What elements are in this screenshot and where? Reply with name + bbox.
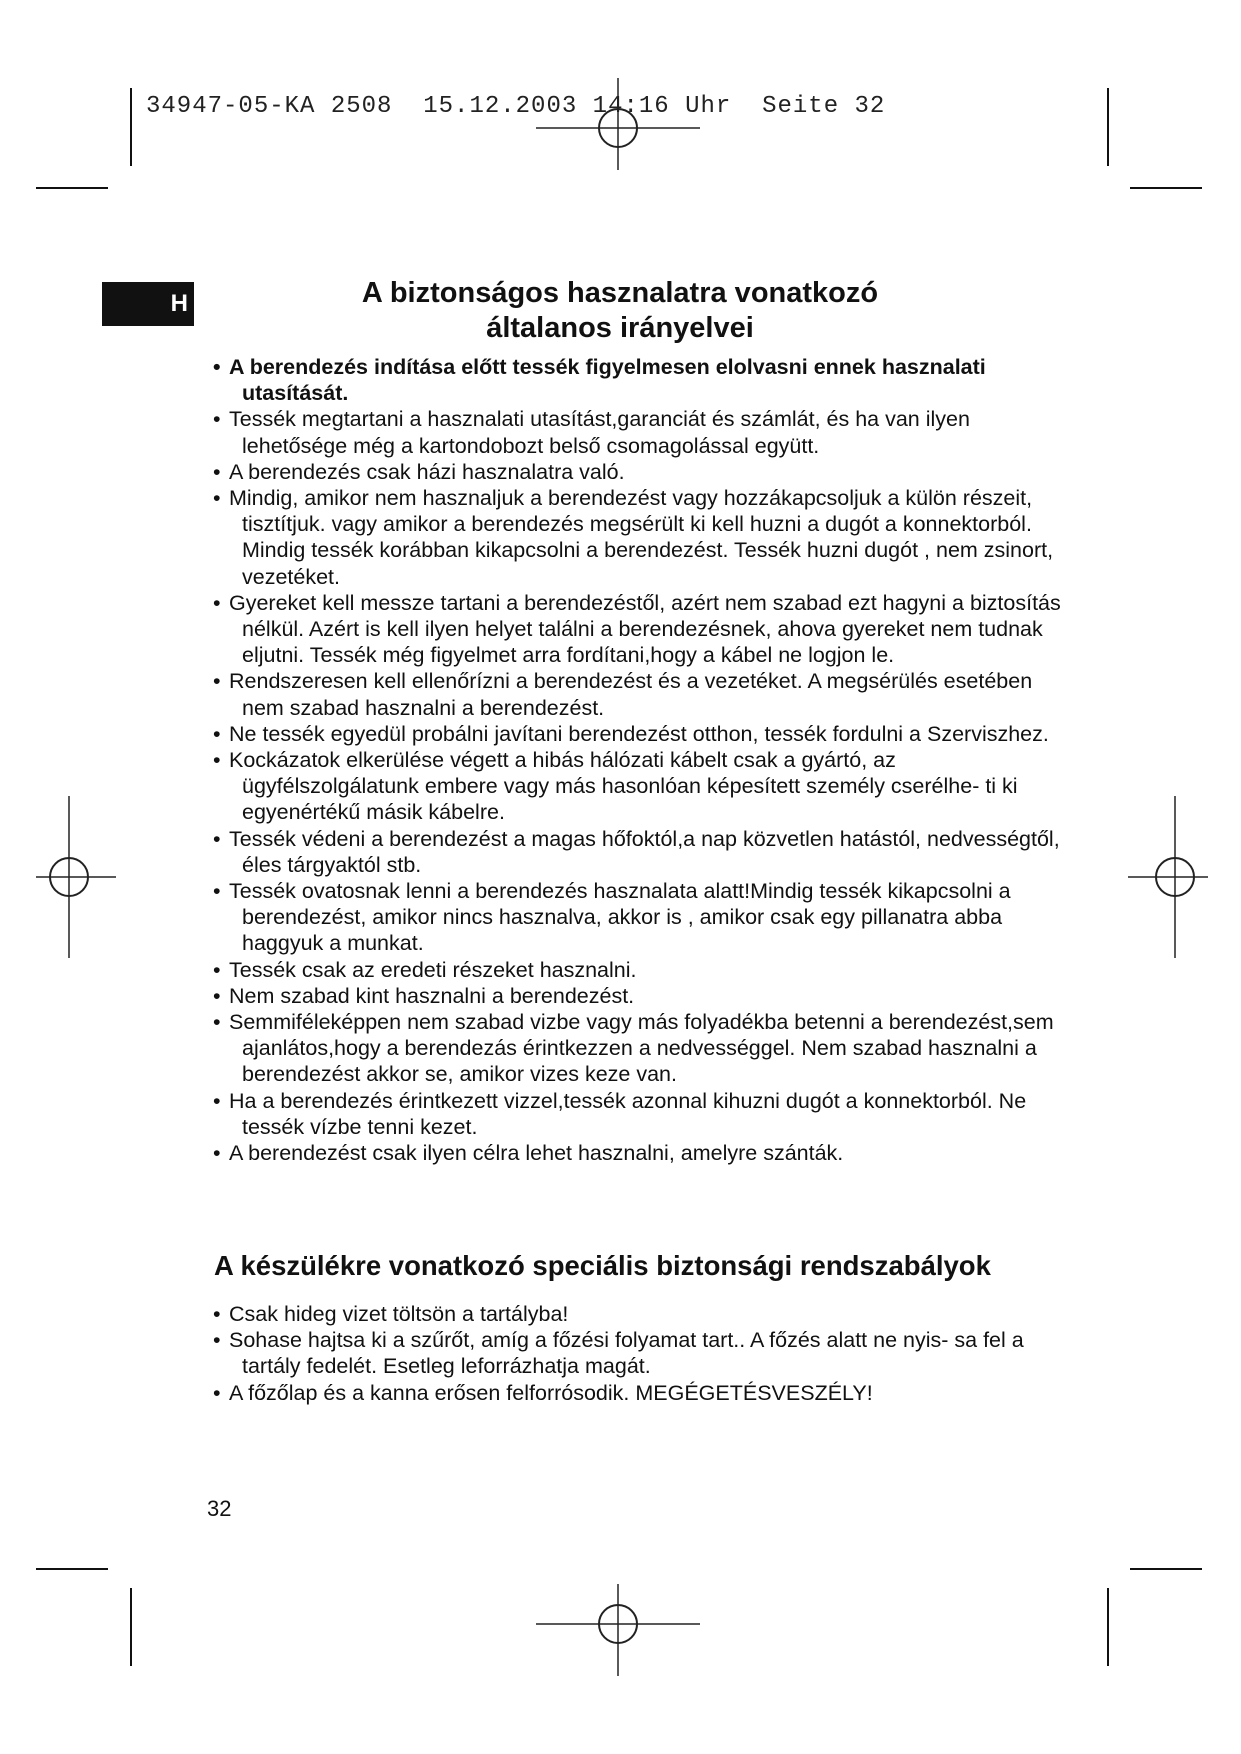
registration-mark-right	[1128, 796, 1208, 958]
list-item: • Nem szabad kint hasznalni a berendezést.	[206, 983, 1066, 1009]
page-title-line-1: A biztonságos hasznalatra vonatkozó	[361, 277, 879, 309]
registration-mark-bottom	[536, 1584, 700, 1676]
crop-mark-bottom-left-vertical	[130, 1588, 132, 1666]
list-item: • Sohase hajtsa ki a szűrőt, amíg a főzési folyamat tart.. A főzés alatt ne nyis- sa fel a tartály fedelét. Esetleg leforrázhatja magát.	[206, 1327, 1066, 1379]
crop-mark-bottom-right-horizontal	[1130, 1568, 1202, 1570]
registration-mark-left	[36, 796, 116, 958]
list-item: • Mindig, amikor nem hasznaljuk a berendezést vagy hozzákapcsoljuk a külön részeit, tisztítjuk. vagy amikor a berendezés megsérült ki kell huzni a dugót a konnektorból. Mindig tessék korábban kikapcsolni a berendezést. Tessék huzni dugót , nem zsinort, vezetéket.	[206, 485, 1066, 590]
general-safety-list	[206, 354, 1066, 1166]
list-item: • Rendszeresen kell ellenőrízni a berendezést és a vezetéket. A megsérülés esetében nem szabad hasznalni a berendezést.	[206, 668, 1066, 720]
list-item: • Tessék megtartani a hasznalati utasítást,garanciát és számlát, és ha van ilyen lehetősége még a kartondobozt belső csomagolással együtt.	[206, 406, 1066, 458]
page-number: 32	[207, 1496, 232, 1521]
list-item: • Tessék csak az eredeti részeket hasznalni.	[206, 957, 1066, 983]
list-item: • Csak hideg vizet töltsön a tartályba!	[206, 1301, 1066, 1327]
list-item: • Kockázatok elkerülése végett a hibás hálózati kábelt csak a gyártó, az ügyfélszolgálatunk embere vagy más hasonlóan képesített személy cserélhe- ti ki egyenértékű másik kábelre.	[206, 747, 1066, 826]
crop-mark-top-right-vertical	[1107, 88, 1109, 166]
list-item: • Gyereket kell messze tartani a berendezéstől, azért nem szabad ezt hagyni a biztosítás nélkül. Azért is kell ilyen helyet találni a berendezésnek, ahova gyereket nem tudnak eljutni. Tessék még figyelmet arra fordítani,hogy a kábel ne logjon le.	[206, 590, 1066, 669]
list-item: • A berendezés csak házi hasznalatra való.	[206, 459, 1066, 485]
print-header: 34947-05-KA 2508 15.12.2003 14:16 Uhr Seite 32	[146, 93, 886, 120]
language-tab: H	[102, 282, 194, 326]
registration-mark-top	[536, 78, 700, 170]
special-safety-list	[206, 1301, 1066, 1406]
list-item: • A főzőlap és a kanna erősen felforrósodik. MEGÉGETÉSVESZÉLY!	[206, 1380, 1066, 1406]
list-item: • A berendezést csak ilyen célra lehet hasznalni, amelyre szánták.	[206, 1140, 1066, 1166]
page-title-line-2: általanos irányelvei	[486, 312, 754, 344]
crop-mark-bottom-right-vertical	[1107, 1588, 1109, 1666]
list-item: • Ha a berendezés érintkezett vizzel,tessék azonnal kihuzni dugót a konnektorból. Ne tessék vízbe tenni kezet.	[206, 1088, 1066, 1140]
list-item: • Ne tessék egyedül probálni javítani berendezést otthon, tessék fordulni a Szerviszhez.	[206, 721, 1066, 747]
list-item: • Tessék védeni a berendezést a magas hőfoktól,a nap közvetlen hatástól, nedvességtől, éles tárgyaktól stb.	[206, 826, 1066, 878]
crop-mark-bottom-left-horizontal	[36, 1568, 108, 1570]
crop-mark-top-right-horizontal	[1130, 187, 1202, 189]
page-title	[200, 276, 1040, 346]
list-item: • Semmiféleképpen nem szabad vizbe vagy más folyadékba betenni a berendezést,sem ajanlátos,hogy a berendezás érintkezzen a nedvességgel. Nem szabad hasznalni a berendezést akkor se, amikor vizes keze van.	[206, 1009, 1066, 1088]
crop-mark-top-left-horizontal	[36, 187, 108, 189]
section-title: A készülékre vonatkozó speciális biztonsági rendszabályok	[214, 1250, 991, 1281]
crop-mark-top-left-vertical	[130, 88, 132, 166]
list-item: • A berendezés indítása előtt tessék figyelmesen elolvasni ennek hasznalati utasítását.	[206, 354, 1066, 406]
list-item: • Tessék ovatosnak lenni a berendezés hasznalata alatt!Mindig tessék kikapcsolni a berendezést, amikor nincs hasznalva, akkor is , amikor csak egy pillanatra abba haggyuk a munkat.	[206, 878, 1066, 957]
